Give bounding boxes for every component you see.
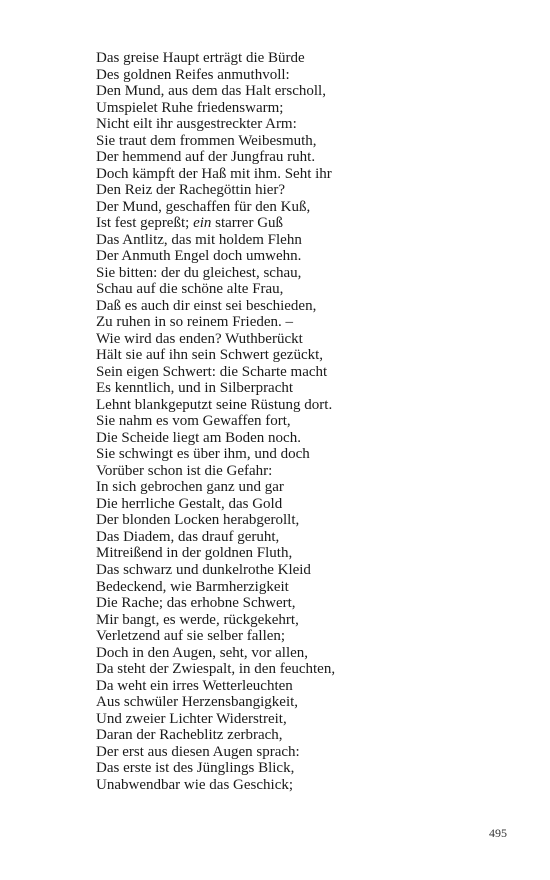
poem-line: Da weht ein irres Wetterleuchten bbox=[96, 677, 293, 694]
poem-line: Und zweier Lichter Widerstreit, bbox=[96, 710, 287, 727]
poem-line: Sie bitten: der du gleichest, schau, bbox=[96, 264, 302, 281]
poem-line: Sie traut dem frommen Weibesmuth, bbox=[96, 132, 317, 149]
poem-line-segment: Ist fest gepreßt; bbox=[96, 215, 194, 232]
poem-line: In sich gebrochen ganz und gar bbox=[96, 479, 284, 496]
poem-line: Hält sie auf ihn sein Schwert gezückt, bbox=[96, 347, 324, 364]
poem-line: Schau auf die schöne alte Frau, bbox=[96, 281, 284, 298]
poem-line: Der Mund, geschaffen für den Kuß, bbox=[96, 198, 311, 215]
poem-line bbox=[96, 215, 496, 232]
page-number: 495 bbox=[489, 826, 507, 840]
poem-line: Unabwendbar wie das Geschick; bbox=[96, 776, 294, 793]
poem-line-segment: starrer Guß bbox=[211, 215, 284, 232]
poem-line: Der blonden Locken herabgerollt, bbox=[96, 512, 300, 529]
poem-line: Das greise Haupt erträgt die Bürde bbox=[96, 50, 305, 66]
poem-line: Daran der Racheblitz zerbrach, bbox=[96, 727, 283, 744]
poem-line: Doch in den Augen, seht, vor allen, bbox=[96, 644, 309, 661]
poem-line-emphasis: ein bbox=[193, 215, 212, 232]
poem-line: Bedeckend, wie Barmherzigkeit bbox=[96, 578, 289, 595]
poem-line: Umspielet Ruhe friedenswarm; bbox=[96, 99, 284, 116]
poem-line: Den Reiz der Rachegöttin hier? bbox=[96, 182, 286, 199]
poem-line: Das erste ist des Jünglings Blick, bbox=[96, 760, 295, 777]
poem-line: Der Anmuth Engel doch umwehn. bbox=[96, 248, 302, 265]
poem-line: Nicht eilt ihr ausgestreckter Arm: bbox=[96, 116, 297, 133]
poem-line: Mir bangt, es werde, rückgekehrt, bbox=[96, 611, 299, 628]
poem-line: Sein eigen Schwert: die Scharte macht bbox=[96, 363, 328, 380]
poem-line: Doch kämpft der Haß mit ihm. Seht ihr bbox=[96, 165, 332, 182]
poem-line: Der erst aus diesen Augen sprach: bbox=[96, 743, 300, 760]
poem-line: Das Diadem, das drauf geruht, bbox=[96, 528, 280, 545]
poem-line: Daß es auch dir einst sei beschieden, bbox=[96, 297, 317, 314]
poem-text bbox=[96, 50, 496, 793]
poem-line: Es kenntlich, und in Silberpracht bbox=[96, 380, 294, 397]
poem-line: Den Mund, aus dem das Halt erscholl, bbox=[96, 83, 326, 100]
poem-line: Die herrliche Gestalt, das Gold bbox=[96, 495, 283, 512]
poem-line: Da steht der Zwiespalt, in den feuchten, bbox=[96, 661, 336, 678]
poem-line: Sie schwingt es über ihm, und doch bbox=[96, 446, 310, 463]
poem-line: Die Scheide liegt am Boden noch. bbox=[96, 429, 301, 446]
poem-line: Das schwarz und dunkelrothe Kleid bbox=[96, 561, 311, 578]
poem-line: Verletzend auf sie selber fallen; bbox=[96, 628, 286, 645]
poem-line: Des goldnen Reifes anmuthvoll: bbox=[96, 66, 290, 83]
poem-line: Vorüber schon ist die Gefahr: bbox=[96, 462, 273, 479]
poem-line: Die Rache; das erhobne Schwert, bbox=[96, 595, 296, 612]
poem-line: Sie nahm es vom Gewaffen fort, bbox=[96, 413, 291, 430]
poem-line: Der hemmend auf der Jungfrau ruht. bbox=[96, 149, 316, 166]
poem-line: Wie wird das enden? Wuthberückt bbox=[96, 330, 303, 347]
poem-line: Aus schwüler Herzensbangigkeit, bbox=[96, 694, 299, 711]
poem-line: Das Antlitz, das mit holdem Flehn bbox=[96, 231, 302, 248]
poem-line: Lehnt blankgeputzt seine Rüstung dort. bbox=[96, 396, 333, 413]
poem-line: Zu ruhen in so reinem Frieden. – bbox=[96, 314, 294, 331]
poem-line: Mitreißend in der goldnen Fluth, bbox=[96, 545, 293, 562]
